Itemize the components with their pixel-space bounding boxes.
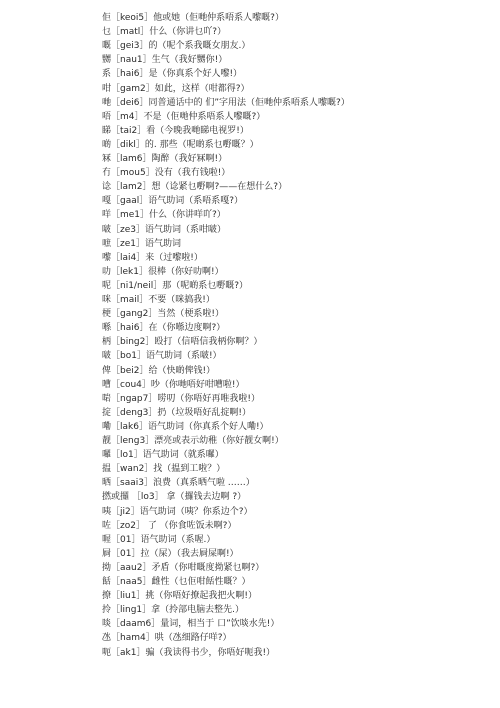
glossary-entry: 冧［lam6］陶醉（我好冧啊!） <box>102 154 228 164</box>
glossary-entry: 呃［ak1］骗（我读得书少，你唔好呃我!） <box>102 647 276 658</box>
glossary-entry: 嘞［lak6］语气助词（你真系个好人嘞!） <box>102 421 269 432</box>
glossary-entry: 哋［dei6］同普通话中的 们”字用法（佢哋仲系唔系人嚟嘅?） <box>102 97 350 108</box>
glossary-entry: 氹［ham4］哄（氹细路仔咩?） <box>102 633 232 644</box>
glossary-entry: 嘅［gei3］的（呢个系我嘅女朋友.） <box>102 41 251 52</box>
glossary-entry: 掟［deng3］扔（垃圾唔好乱掟啊!） <box>102 407 252 418</box>
glossary-entry: 喔［01］语气助词（系喔.） <box>102 534 216 545</box>
glossary-entry: 冇［mou5］没有（我冇钱啦!） <box>102 168 231 179</box>
glossary-entry: 系［hai6］是（你真系个好人嚟!） <box>102 69 243 80</box>
glossary-entry: 嬲［nau1］生气（我好嬲你!） <box>102 55 228 66</box>
glossary-entry: 嘎［gaal］语气助词（系唔系嘎?） <box>102 196 244 207</box>
glossary-entry: 晒［saai3］浪费（真系晒气啦 ……） <box>102 478 255 489</box>
glossary-entry: 柄［bing2］殴打（信唔信我柄你啊？） <box>102 337 263 348</box>
glossary-entry: 屙［01］拉（屎）（我去屙屎啊!） <box>102 548 239 559</box>
glossary-entry: 撩［liu1］挑（你唔好撩起我把火啊!） <box>102 591 258 602</box>
glossary-entry: 呢［ni1/neil］那（呢啲系乜嘢嘅?） <box>102 280 248 291</box>
glossary-entry: 啵［bo1］语气助词（系啵!） <box>102 351 222 362</box>
glossary-entry: 嚟［lai4］来（过嚟啦!） <box>102 252 203 263</box>
glossary-entry: 叻［lek1］很棒（你好叻啊!） <box>102 266 224 277</box>
glossary-entry: 啖［daam6］量词，相当于 口”饮啖水先!） <box>102 619 280 630</box>
glossary-entry: 嘈［cou4］吵（你哋唔好咁嘈啦!） <box>102 379 245 390</box>
glossary-entry: 唔［m4］不是（佢哋仲系唔系人嚟嘅?） <box>102 111 266 122</box>
glossary-entry: 啵［ze3］语气助词（系咁啵） <box>102 224 226 235</box>
glossary-entry: 揾［wan2］找（揾到工啦？） <box>102 464 226 475</box>
glossary-entry: 啲［dikl］的. 那些（呢啲系乜嘢嘅？） <box>102 139 259 150</box>
glossary-entry: 咁［gam2］如此，这样（咁都得?） <box>102 83 250 94</box>
glossary-entry: 啱［ngap7］唠叨（你唔好再唯我啦!） <box>102 393 260 404</box>
glossary-entry: 靓［leng3］漂亮或表示幼稚（你好靓女啊!） <box>102 436 284 446</box>
glossary-entry: 俾［bei2］给（快啲俾钱!） <box>102 365 216 376</box>
glossary-entry: 梗［gang2］当然（梗系啦!） <box>102 309 224 320</box>
glossary-entry: 拗［aau2］矛盾（你咁嘅度拗紧乜啊?） <box>102 562 265 573</box>
glossary-entry: 乜［matl］什么（你讲乜吖?） <box>102 27 227 38</box>
glossary-entry: 谂［lam2］想（谂紧乜嘢啊?——在想什么?） <box>102 182 288 193</box>
glossary-entry: 咦［ji2］语气助词（咦？你系边个?） <box>102 506 253 517</box>
glossary-entry: 佢［keoi5］他或她（佢哋仲系唔系人嚟嘅?） <box>102 13 284 23</box>
glossary-entry: 咩［me1］什么（你讲咩吖?） <box>102 210 226 221</box>
glossary-entry: 撚或攞 ［lo3］ 拿（攞钱去边啊 ?） <box>102 492 247 503</box>
glossary-entry: 睇［tai2］看（今晚我哋睇电视罗!） <box>102 125 249 136</box>
glossary-entry: 喺［hai6］在（你喺边度啊?） <box>102 323 226 334</box>
glossary-entry: 嗻［ze1］语气助词 <box>102 238 181 249</box>
glossary-entry: 咗［zo2］ 了 （你食咗饭未啊?） <box>102 520 237 531</box>
glossary-entry: 囉［lo1］语气助词（就系囉） <box>102 450 224 461</box>
glossary-entry: 拎［ling1］拿（拎部电脑去整先.） <box>102 605 245 616</box>
glossary-entry: 餂［naa5］雌性（乜佢咁餂性嘅？） <box>102 577 251 587</box>
glossary-entry: 咪［mail］不要（咪搞我!） <box>102 295 215 305</box>
